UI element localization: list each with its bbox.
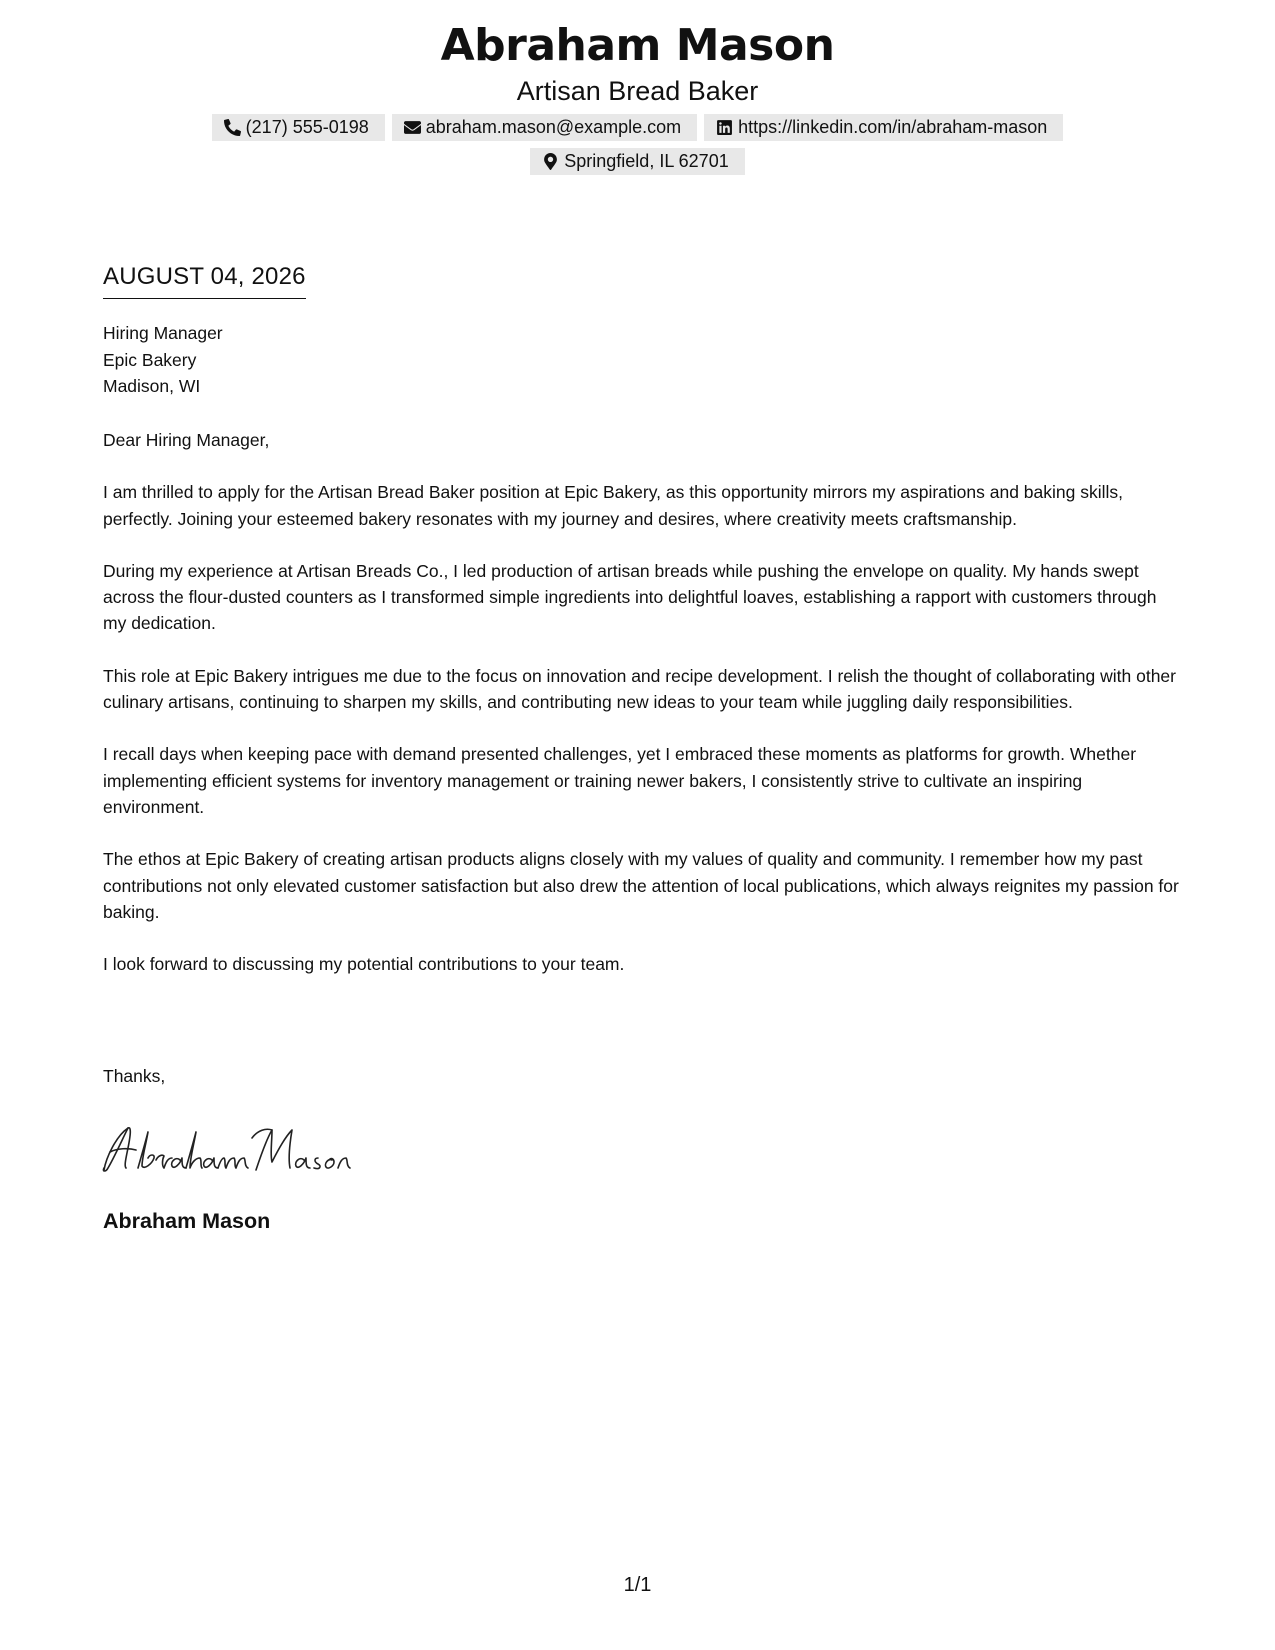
salutation: Dear Hiring Manager, <box>103 430 270 450</box>
page-number: 1/1 <box>623 1574 652 1596</box>
closing: Thanks, <box>103 1066 166 1086</box>
letter-paragraph: I look forward to discussing my potential contributions to your team. <box>103 954 625 975</box>
letter-paragraph: The ethos at Epic Bakery of creating artisan products aligns closely with my values of quality and community. I remember how my past contributions not only elevated customer satisfaction but also drew the attention of local publications, which always reignites my passion for baking. <box>103 849 1179 922</box>
signer-name: Abraham Mason <box>103 1209 271 1233</box>
recipient-line: Epic Bakery <box>103 349 197 370</box>
letter-body <box>103 427 1183 1003</box>
phone-icon <box>224 119 241 136</box>
envelope-icon <box>404 119 421 136</box>
contact-email-text: abraham.mason@example.com <box>425 117 682 137</box>
contact-list <box>188 114 1088 175</box>
applicant-title: Artisan Bread Baker <box>516 76 759 106</box>
letter-paragraph: During my experience at Artisan Breads Co., I led production of artisan breads while pushing the envelope on quality. My hands swept across the flour-dusted counters as I transformed simple ingredients into delightful loaves, establishing a rapport with customers through my dedication. <box>103 560 1157 634</box>
handwritten-signature <box>100 1118 370 1178</box>
contact-phone-text: (217) 555-0198 <box>245 117 369 137</box>
contact-location <box>530 148 744 175</box>
letter-date: AUGUST 04, 2026 <box>103 262 306 299</box>
linkedin-icon <box>716 119 733 136</box>
map-marker-icon <box>542 153 559 170</box>
letter-paragraph: This role at Epic Bakery intrigues me due to the focus on innovation and recipe development. I relish the thought of collaborating with other culinary artisans, continuing to sharpen my skills, and contributing new ideas to your team while juggling daily responsibilities. <box>103 665 1176 713</box>
contact-email <box>392 114 697 141</box>
recipient-line: Madison, WI <box>103 376 201 396</box>
contact-location-text: Springfield, IL 62701 <box>564 151 729 171</box>
recipient-line: Hiring Manager <box>103 323 223 343</box>
letter-header <box>0 18 1275 175</box>
letter-paragraph: I am thrilled to apply for the Artisan Bread Baker position at Epic Bakery, as this opportunity mirrors my aspirations and baking skills, perfectly. Joining your esteemed bakery resonates with my journey and desires, where creativity meets craftsmanship. <box>103 482 1123 529</box>
date-block <box>103 262 306 299</box>
applicant-name: Abraham Mason <box>440 20 835 71</box>
contact-phone <box>212 114 385 141</box>
letter-paragraph: I recall days when keeping pace with demand presented challenges, yet I embraced these moments as platforms for growth. Whether implementing efficient systems for inventory management or training newer bakers, I consistently strive to cultivate an inspiring environment. <box>103 744 1137 817</box>
contact-linkedin <box>704 114 1063 141</box>
contact-linkedin-text: https://linkedin.com/in/abraham-mason <box>738 117 1048 137</box>
recipient-block <box>103 320 223 400</box>
